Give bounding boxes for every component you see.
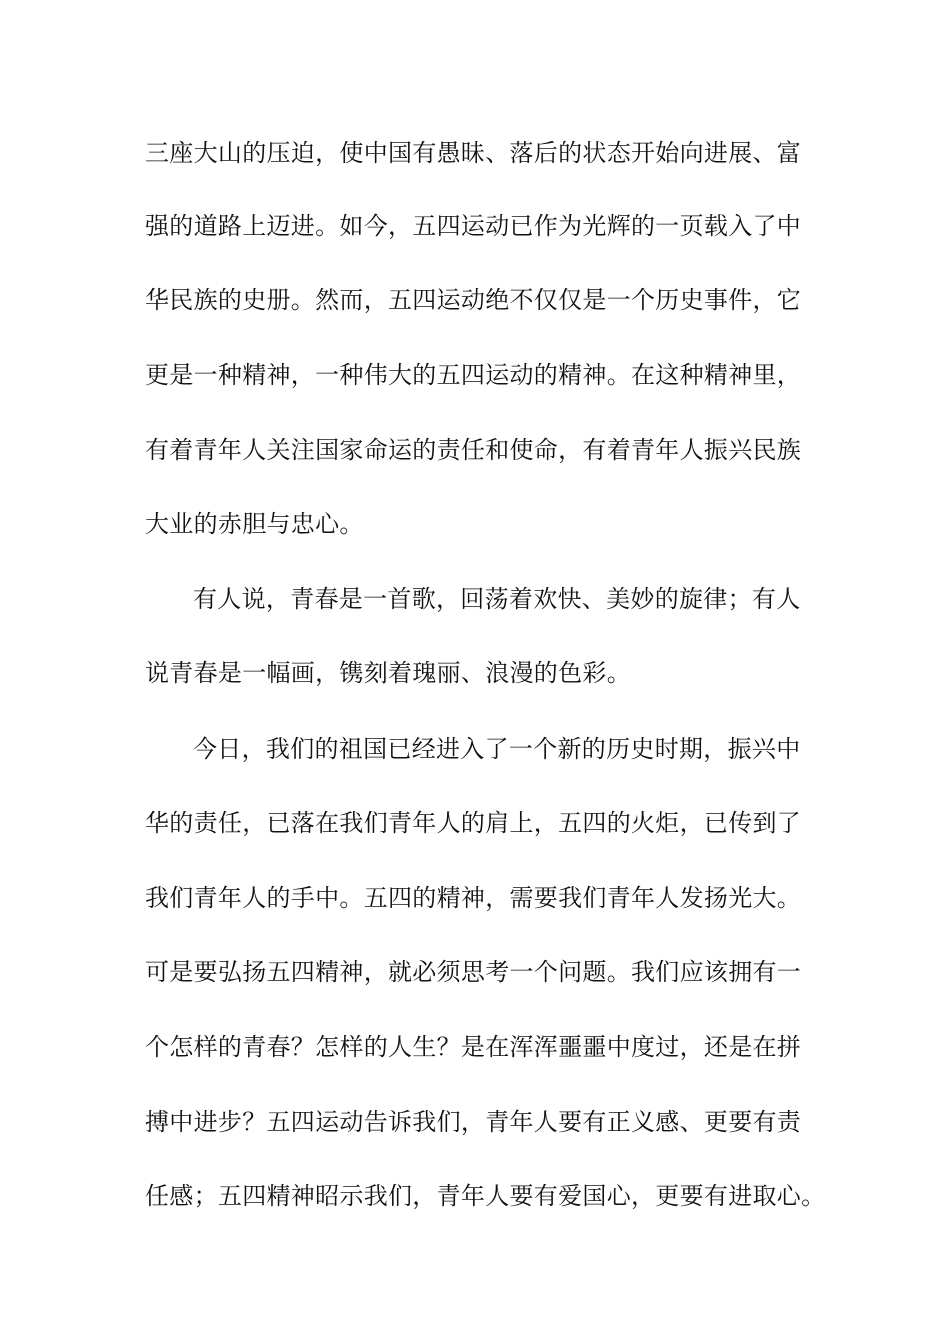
- text-line: 大业的赤胆与忠心。: [145, 510, 364, 538]
- text-line: 有着青年人关注国家命运的责任和使命，有着青年人振兴民族: [145, 436, 802, 464]
- text-line: 个怎样的青春？怎样的人生？是在浑浑噩噩中度过，还是在拼: [145, 1033, 802, 1061]
- text-line: 任感；五四精神昭示我们，青年人要有爱国心，更要有进取心。: [145, 1182, 826, 1210]
- text-line: 更是一种精神，一种伟大的五四运动的精神。在这种精神里，: [145, 361, 802, 389]
- text-line: 我们青年人的手中。五四的精神，需要我们青年人发扬光大。: [145, 884, 802, 912]
- paragraph-start-line: 今日，我们的祖国已经进入了一个新的历史时期，振兴中: [193, 735, 801, 763]
- text-line: 华的责任，已落在我们青年人的肩上，五四的火炬，已传到了: [145, 809, 802, 837]
- text-line: 说青春是一幅画，镌刻着瑰丽、浪漫的色彩。: [145, 659, 631, 687]
- text-line: 搏中进步？五四运动告诉我们，青年人要有正义感、更要有责: [145, 1108, 802, 1136]
- text-line: 强的道路上迈进。如今，五四运动已作为光辉的一页载入了中: [145, 212, 802, 240]
- text-line: 华民族的史册。然而，五四运动绝不仅仅是一个历史事件，它: [145, 286, 802, 314]
- text-line: 三座大山的压迫，使中国有愚昧、落后的状态开始向进展、富: [145, 139, 802, 167]
- paragraph-start-line: 有人说，青春是一首歌，回荡着欢快、美妙的旋律；有人: [193, 585, 801, 613]
- text-line: 可是要弘扬五四精神，就必须思考一个问题。我们应该拥有一: [145, 958, 802, 986]
